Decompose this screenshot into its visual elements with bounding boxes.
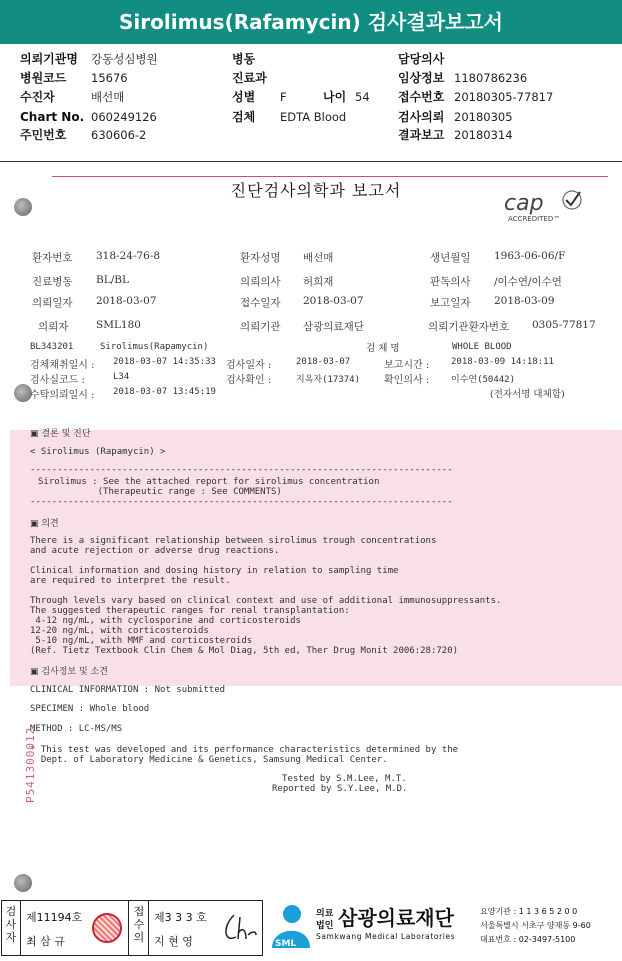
label-physician: 담당의사 [398, 52, 445, 66]
label-receipt-no: 접수번호 [398, 90, 445, 104]
signature-divider [128, 901, 129, 955]
doctor-name: 지 현 영 [154, 935, 193, 948]
value-age: 54 [355, 90, 370, 104]
side-serial-number: P541300012 [24, 726, 37, 803]
seal-stamp-icon [92, 913, 122, 943]
test-code: BL343201 [30, 342, 74, 352]
sml-logo-text: SML [275, 939, 297, 949]
header-info [0, 50, 622, 160]
label-report-date: 결과보고 [398, 128, 445, 142]
label-specimen: 검체 [232, 110, 256, 124]
result-line-1: Sirolimus : See the attached report for sirolimus concentration [38, 477, 380, 487]
label-requesting-org: 의뢰기관 [240, 321, 281, 333]
label-lab-code: 검사실코드 : [30, 375, 85, 386]
label-request-date: 검사의뢰 [398, 110, 445, 124]
opinion-text [30, 536, 501, 656]
label-patient-no: 환자번호 [32, 252, 73, 264]
tester-license: 제11194호 [26, 911, 83, 924]
label-patient-name: 환자성명 [240, 252, 281, 264]
label-report-date: 보고일자 [430, 297, 471, 309]
punch-hole [14, 874, 32, 892]
value-ward: BL/BL [96, 274, 129, 286]
value-consignment-time: 2018-03-07 13:45:19 [113, 387, 216, 397]
org-phone: 대표번호 : 02-3497-5100 [480, 935, 576, 944]
label-request-date: 의뢰일자 [32, 297, 73, 309]
opinion-line: Clinical information and dosing history in relation to sampling time [30, 566, 399, 576]
org-institution-code: 요양기관 : 1 1 3 6 5 2 0 0 [480, 907, 578, 916]
scanned-report-title: 진단검사의학과 보고서 [230, 181, 402, 200]
result-divider-bottom: ------------------------------------------------------------------------------ [30, 497, 453, 507]
label-ward: 병동 [232, 52, 256, 66]
org-address: 서울특별시 서초구 양재동 9-60 [480, 921, 591, 930]
label-requesting-institution: 의뢰기관명 [20, 52, 78, 66]
value-confirm-doctor: 이수연(50442) [451, 375, 516, 385]
red-rule [52, 176, 608, 177]
label-test-confirm: 검사확인 : [226, 375, 272, 386]
method-line: METHOD : LC-MS/MS [30, 724, 123, 734]
value-request-date: 20180305 [454, 110, 513, 124]
label-birth-date: 생년월일 [430, 252, 471, 264]
label-department: 진료과 [232, 71, 267, 85]
cap-accredited-text: ACCREDITED™ [508, 215, 561, 223]
org-name: 삼광의료재단 [338, 906, 454, 930]
clinical-info: CLINICAL INFORMATION : Not submitted [30, 685, 226, 695]
value-request-date: 2018-03-07 [96, 295, 157, 307]
value-collection-time: 2018-03-07 14:35:33 [113, 357, 216, 367]
sml-logo-icon [268, 902, 310, 950]
section-test-info-heading: ▣ 검사정보 및 소견 [30, 667, 108, 677]
value-test-date: 2018-03-07 [296, 357, 351, 367]
value-report-time: 2018-03-09 14:18:11 [451, 357, 554, 367]
label-collection-time: 검체채취일시 : [30, 360, 95, 371]
value-chart-no: 060249126 [91, 110, 157, 124]
opinion-line: and acute rejection or adverse drug reactions. [30, 546, 280, 556]
opinion-line: 4-12 ng/mL, with cyclosporine and corticosteroids [30, 616, 301, 626]
note-line-1: * This test was developed and its performance characteristics determined by the [30, 745, 459, 755]
value-receipt-date: 2018-03-07 [303, 295, 364, 307]
opinion-line: There is a significant relationship between sirolimus trough concentrations [30, 536, 437, 546]
label-ward: 진료병동 [32, 276, 73, 288]
label-receipt-date: 접수일자 [240, 297, 281, 309]
result-divider-top: ------------------------------------------------------------------------------ [30, 465, 453, 475]
signature-divider [20, 901, 21, 955]
label-receiving-doctor: 접수의 [133, 905, 145, 944]
org-english-name: Samkwang Medical Laboratories [316, 932, 456, 941]
test-name: Sirolimus(Rapamycin) [100, 342, 209, 352]
cap-accredited-logo [500, 186, 590, 224]
doctor-license: 제3 3 3 호 [154, 911, 207, 924]
signature-divider [148, 901, 149, 955]
reported-by: Reported by S.Y.Lee, M.D. [272, 784, 408, 794]
label-specimen-name: 검 체 명 [366, 343, 400, 354]
tester-name: 최 삼 규 [26, 935, 65, 948]
label-hospital-code: 병원코드 [20, 71, 67, 85]
value-requesting-doctor: 허희재 [303, 276, 334, 288]
header-divider [0, 161, 622, 162]
value-lab-code: L34 [113, 372, 130, 382]
signature-box [1, 900, 263, 956]
label-org-patient-no: 의뢰기관환자번호 [428, 321, 510, 333]
result-line-2: (Therapeutic range : See COMMENTS) [38, 487, 282, 497]
label-requesting-doctor: 의뢰의사 [240, 276, 281, 288]
value-test-confirm: 지옥자(17374) [296, 375, 361, 385]
value-org-patient-no: 0305-77817 [532, 319, 596, 331]
value-resident-no: 630606-2 [91, 128, 147, 142]
opinion-line [30, 586, 501, 596]
label-requester: 의뢰자 [38, 321, 69, 333]
opinion-line: 12-20 ng/mL, with corticosteroids [30, 626, 209, 636]
tested-by: Tested by S.M.Lee, M.T. [282, 774, 407, 784]
label-sex: 성별 [232, 90, 256, 104]
value-report-date: 2018-03-09 [494, 295, 555, 307]
cap-logo-text: cap [504, 191, 544, 216]
label-tester: 검사자 [5, 905, 17, 944]
value-receipt-no: 20180305-77817 [454, 90, 554, 104]
punch-hole [14, 198, 32, 216]
footer [0, 898, 622, 961]
label-clinical-info: 임상정보 [398, 71, 445, 85]
lab-organization [268, 898, 622, 958]
value-patient-name: 배선매 [303, 252, 334, 264]
scanned-report [10, 168, 622, 895]
value-patient-no: 318-24-76-8 [96, 250, 161, 262]
value-requesting-org: 삼광의료재단 [303, 321, 364, 333]
value-report-date: 20180314 [454, 128, 513, 142]
value-specimen: EDTA Blood [280, 110, 347, 124]
value-requester: SML180 [96, 319, 141, 331]
section-conclusion-heading: ▣ 결론 및 진단 [30, 429, 91, 439]
opinion-line: are required to interpret the result. [30, 576, 231, 586]
opinion-line: Through levels vary based on clinical context and use of additional immunosuppressants. [30, 596, 502, 606]
label-consignment-time: 수탁의뢰일시 : [30, 390, 95, 401]
value-reading-doctor: /이수연/이수연 [494, 276, 562, 288]
label-test-date: 검사일자 : [226, 360, 272, 371]
opinion-line: 5-10 ng/mL, with MMF and corticosteroids [30, 636, 253, 646]
section-opinion-heading: ▣ 의견 [30, 519, 59, 529]
value-hospital-code: 15676 [91, 71, 128, 85]
label-confirm-doctor: 확인의사 : [384, 375, 430, 386]
org-type-line1: 의료 [316, 909, 334, 919]
value-patient: 배선매 [91, 90, 125, 104]
value-specimen-name: WHOLE BLOOD [452, 342, 512, 352]
label-resident-no: 주민번호 [20, 128, 67, 142]
opinion-line: (Ref. Tietz Textbook Clin Chem & Mol Diag, 5th ed, Ther Drug Monit 2006:28:720) [30, 646, 459, 656]
org-type-line2: 법인 [316, 921, 334, 931]
opinion-line [30, 556, 501, 566]
result-title: < Sirolimus (Rapamycin) > [30, 447, 166, 457]
note-line-2: Dept. of Laboratory Medicine & Genetics, Samsung Medical Center. [30, 755, 388, 765]
esign-note: (전자서명 대체함) [490, 389, 565, 400]
label-age: 나이 [323, 90, 347, 104]
label-report-time: 보고시간 : [384, 360, 430, 371]
label-reading-doctor: 판독의사 [430, 276, 471, 288]
opinion-line: The suggested therapeutic ranges for renal transplantation: [30, 606, 350, 616]
handwritten-signature [220, 909, 260, 947]
specimen-line: SPECIMEN : Whole blood [30, 704, 150, 714]
value-birth-date: 1963-06-06/F [494, 250, 566, 262]
label-chart-no: Chart No. [20, 110, 85, 124]
report-title-bar: Sirolimus(Rafamycin) 검사결과보고서 [0, 0, 622, 44]
value-sex: F [280, 90, 287, 104]
value-clinical-info: 1180786236 [454, 71, 528, 85]
label-patient: 수진자 [20, 90, 55, 104]
value-requesting-institution: 강동성심병원 [91, 52, 158, 66]
